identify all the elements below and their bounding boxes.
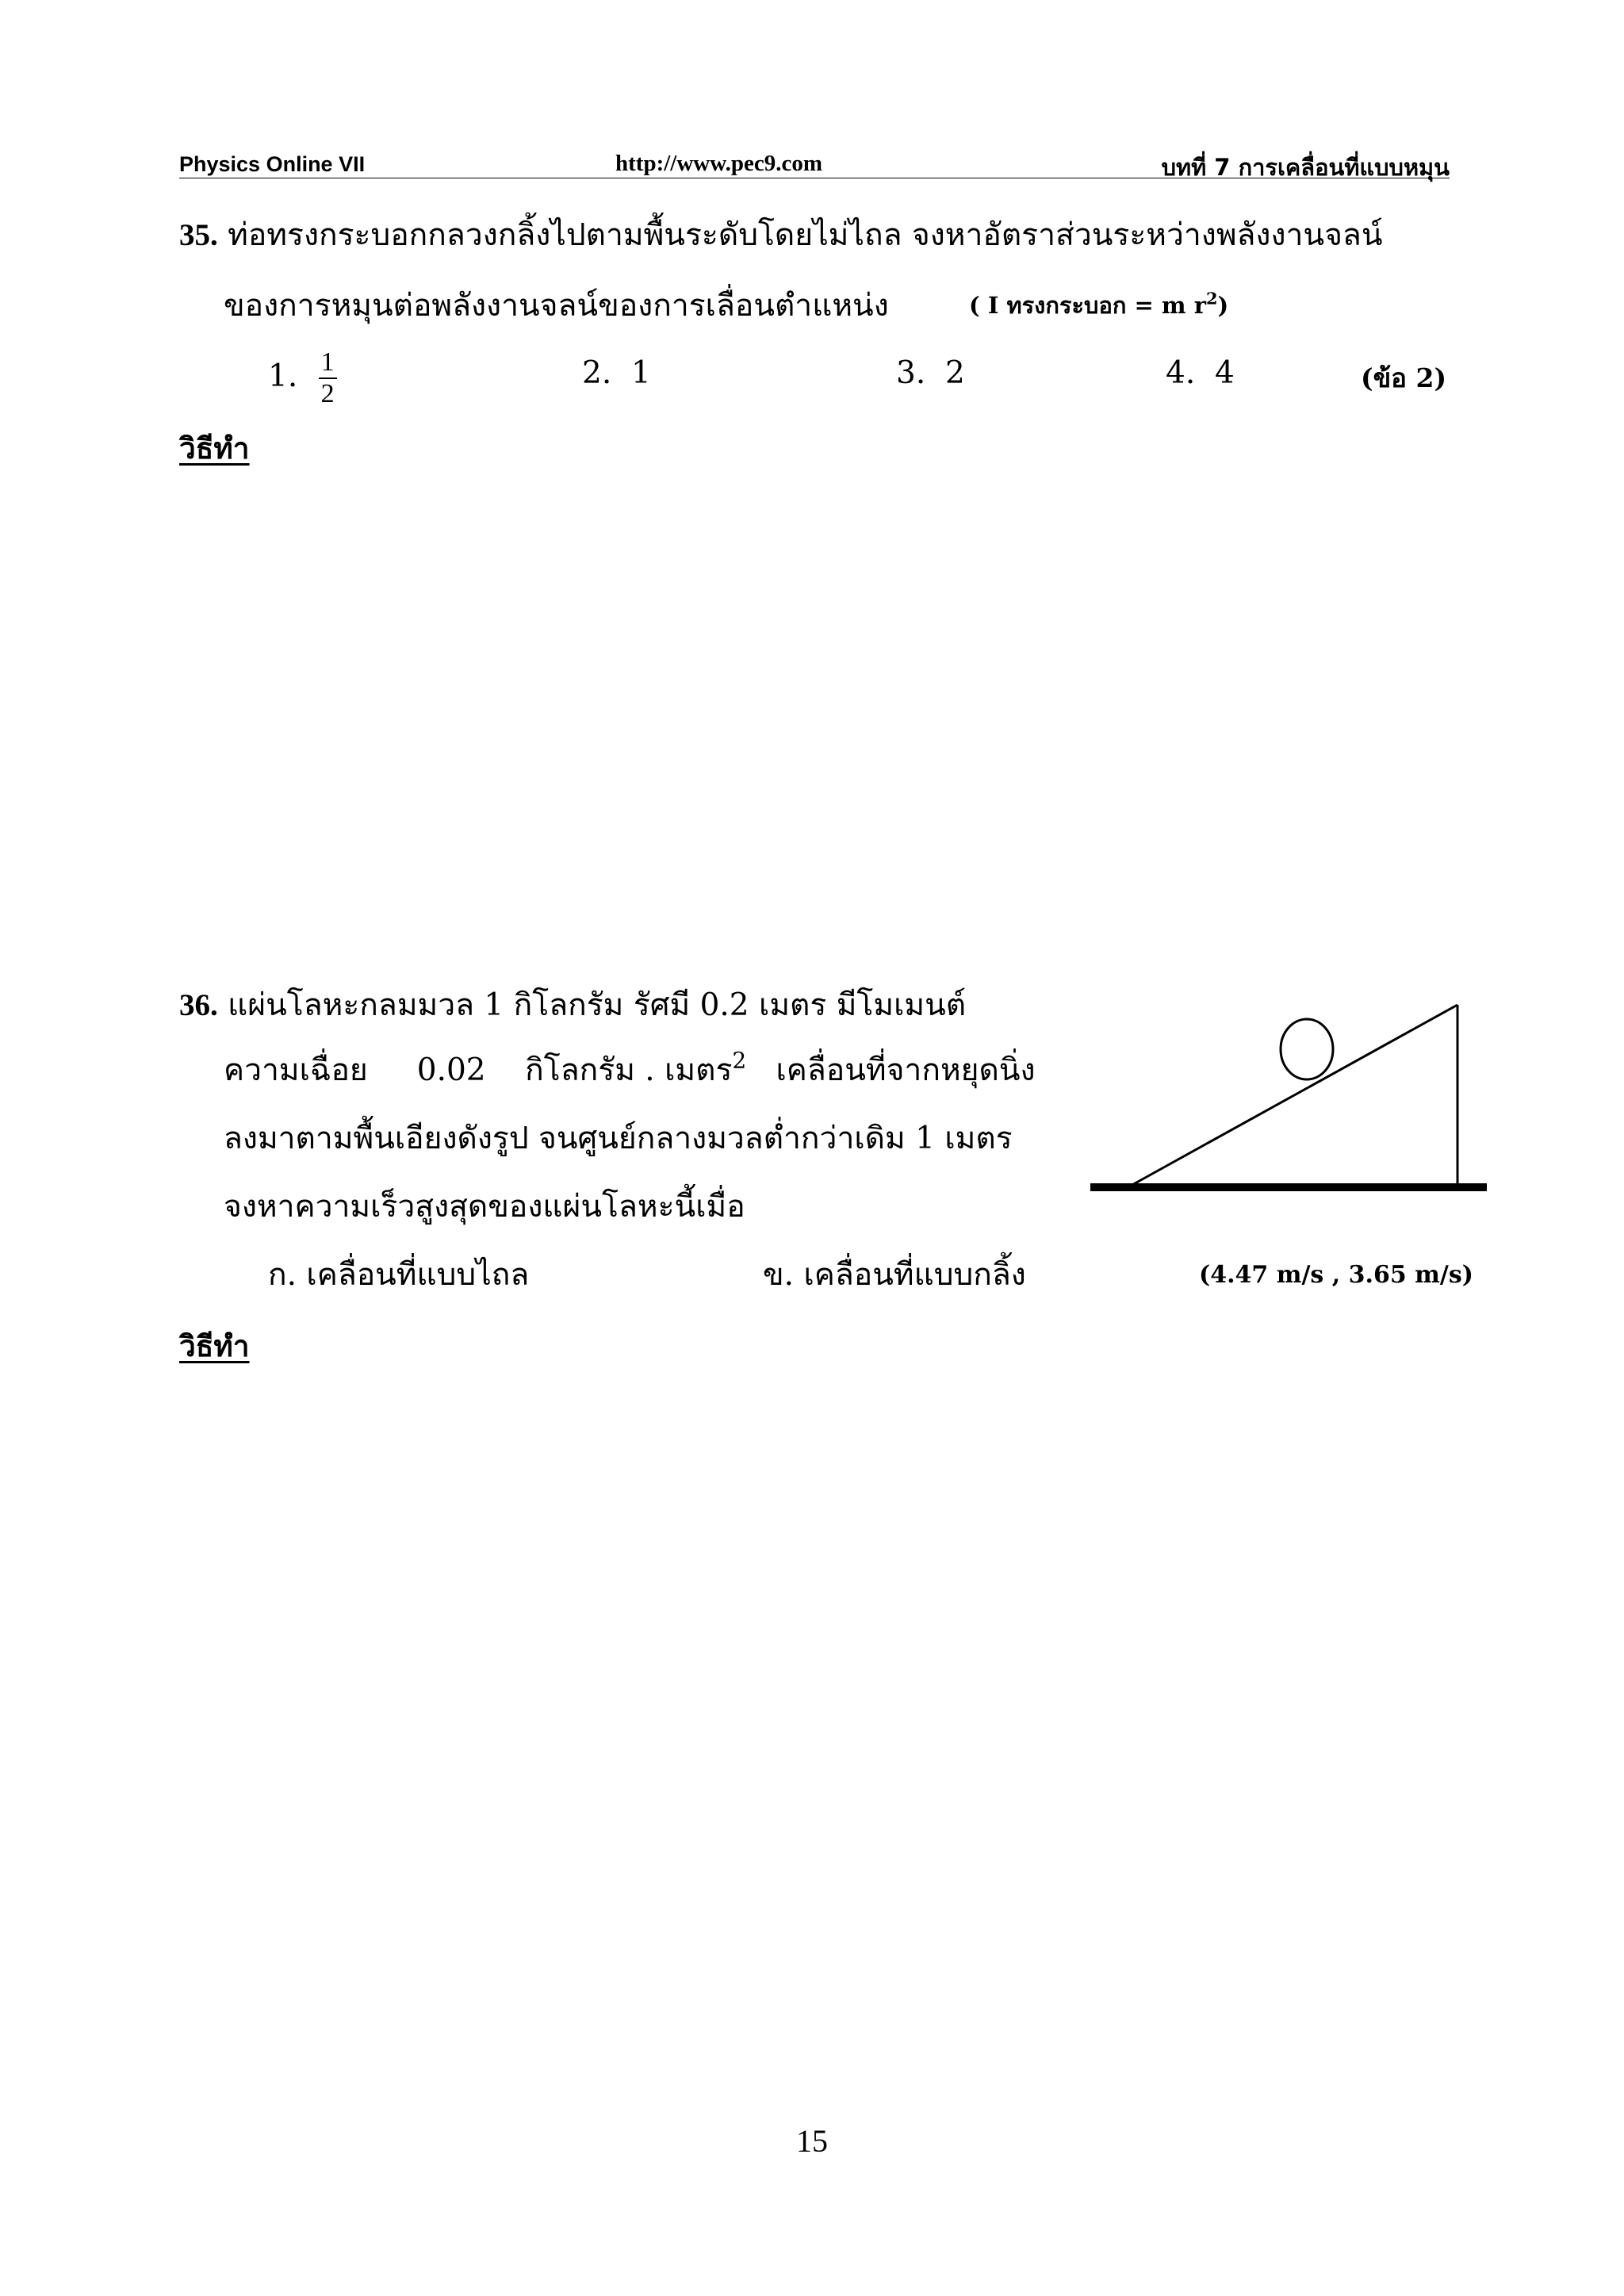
q35-line1: [179, 210, 1383, 259]
q35-choice-1: 1. $\frac{1}{2}$: [268, 349, 337, 408]
incline-slope: [1131, 1005, 1457, 1186]
q35-method-label: วิธีทำ: [179, 431, 250, 466]
q35-choice-4: 4. 4: [1166, 355, 1235, 391]
q35-text-line2: ของการหมุนต่อพลังงานจลน์ของการเลื่อนตำแหน่ง: [224, 288, 889, 324]
q36-text-line1: แผ่นโลหะกลมมวล 1 กิโลกรัม รัศมี 0.2 เมตร มีโมเมนต์: [228, 987, 967, 1023]
q36-part-b: ข. เคลื่อนที่แบบกลิ้ง: [763, 1257, 1026, 1293]
incline-figure: [1086, 991, 1491, 1205]
header-title: Physics Online VII: [179, 152, 366, 176]
q35-formula: ( I ทรงกระบอก = m $r^2$): [969, 288, 1229, 319]
q36-answer: (4.47 m/s , 3.65 m/s): [1199, 1261, 1473, 1289]
header-chapter: บทที่ 7 การเคลื่อนที่แบบหมุน: [1161, 154, 1450, 181]
q35-text-line1: ท่อทรงกระบอกกลวงกลิ้งไปตามพื้นระดับโดยไม่ไถล จงหาอัตราส่วนระหว่างพลังงานจลน์: [228, 217, 1383, 253]
disk-circle: [1281, 1019, 1333, 1079]
q36-number: 36.: [179, 988, 218, 1022]
q35-choice-3: 3. 2: [896, 355, 965, 391]
q36-line3: ลงมาตามพื้นเอียงดังรูป จนศูนย์กลางมวลต่ำกว่าเดิม 1 เมตร: [224, 1121, 1013, 1156]
header-url[interactable]: http://www.pec9.com: [615, 151, 822, 176]
q36-line4: จงหาความเร็วสูงสุดของแผ่นโลหะนี้เมื่อ: [224, 1189, 745, 1225]
q35-answer: (ข้อ 2): [1361, 362, 1447, 393]
fraction: $\frac{1}{2}$: [319, 349, 337, 408]
q36-method-label: วิธีทำ: [179, 1328, 250, 1363]
q36-part-a: ก. เคลื่อนที่แบบไถล: [268, 1257, 530, 1293]
page-number: 15: [796, 2123, 828, 2159]
q36-line1: [179, 980, 966, 1029]
q35-number: 35.: [179, 218, 218, 252]
q35-line2: [224, 281, 889, 330]
q36-line2: ความเฉื่อย 0.02 กิโลกรัม . เมตร$^2$ เคลื่อนที่จากหยุดนิ่ง: [224, 1047, 1036, 1088]
q35-choice-2: 2. 1: [582, 355, 651, 391]
